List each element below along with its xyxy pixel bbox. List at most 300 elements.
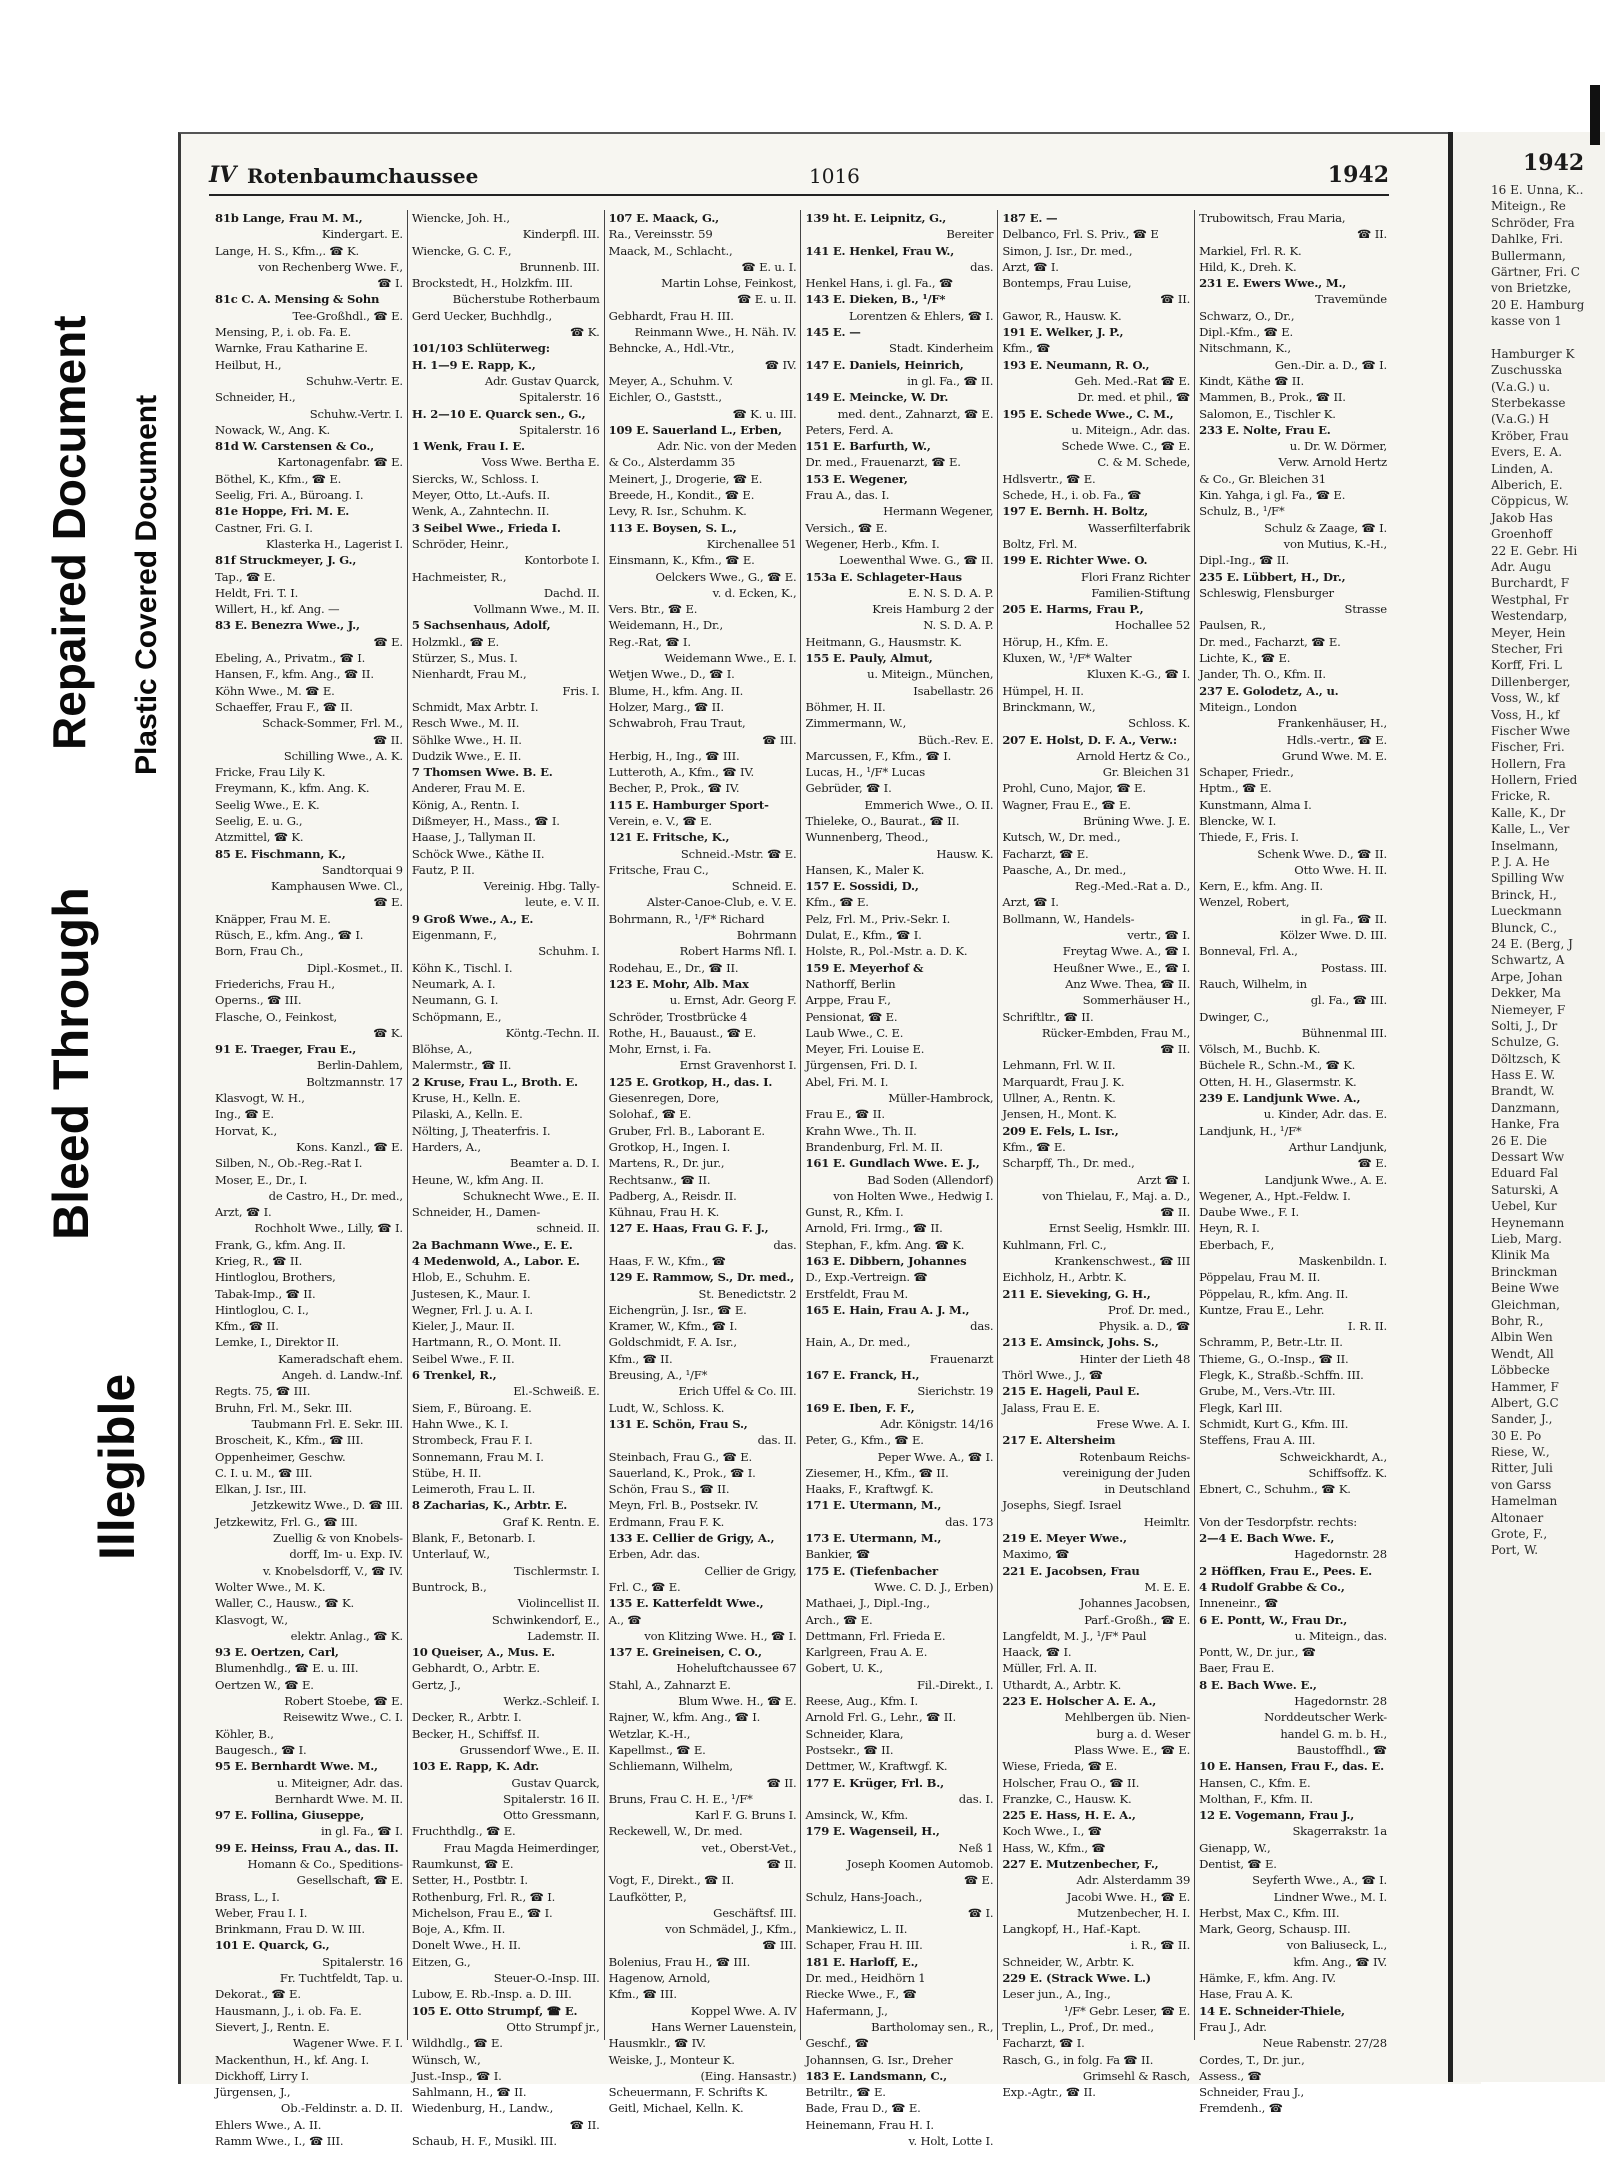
directory-entry: Mensing, P., i. ob. Fa. E. (215, 325, 351, 340)
directory-entry: ☎ I. (377, 276, 403, 291)
directory-entry: Flegk, Karl III. (1199, 1400, 1283, 1415)
directory-entry: Eichengrün, J. Isr., ☎ E. (608, 1302, 747, 1317)
directory-entry: 95 E. Bernhardt Wwe. M., (215, 1759, 378, 1774)
directory-entry: Ebnert, C., Schuhm., ☎ K. (1199, 1482, 1351, 1497)
directory-entry: 6 E. Pontt, W., Frau Dr., (1199, 1612, 1348, 1627)
directory-entry: Steinbach, Frau G., ☎ E. (608, 1449, 752, 1464)
directory-entry: Steuer-O.-Insp. III. (493, 1971, 600, 1986)
directory-entry: Tap., ☎ E. (215, 569, 276, 584)
directory-entry: das. I. (958, 1791, 994, 1806)
adjacent-page-entry: Döltzsch, K (1491, 1051, 1561, 1066)
directory-entry: Grussendorf Wwe., E. II. (459, 1742, 600, 1757)
directory-entry: Erstfeldt, Frau M. (805, 1286, 909, 1301)
directory-entry: Emmerich Wwe., O. II. (864, 797, 994, 812)
directory-entry: Stürzer, S., Mus. I. (411, 651, 518, 666)
directory-entry: El.-Schweiß. E. (513, 1384, 600, 1399)
directory-entry: 135 E. Katterfeldt Wwe., (608, 1596, 764, 1611)
adjacent-page-entry: Voss, H., kf (1491, 707, 1560, 722)
directory-entry: Beamter a. D. I. (510, 1156, 600, 1171)
directory-entry: 2a Bachmann Wwe., E. E. (411, 1237, 573, 1252)
directory-entry: Gawor, R., Hausw. K. (1002, 308, 1122, 323)
directory-entry: Wetzlar, K.-H., (608, 1726, 691, 1741)
directory-entry: Baustoffhdl., ☎ (1296, 1742, 1387, 1757)
directory-entry: Hahn Wwe., K. I. (411, 1416, 509, 1431)
directory-entry: 93 E. Oertzen, Carl, (215, 1645, 339, 1660)
directory-entry: Nathorff, Berlin (805, 976, 896, 991)
directory-entry: Schön, Frau S., ☎ II. (608, 1482, 730, 1497)
directory-entry: Grund Wwe. M. E. (1281, 748, 1387, 763)
directory-entry: Ra., Vereinsstr. 59 (608, 227, 713, 242)
directory-entry: Holscher, Frau O., ☎ II. (1002, 1775, 1140, 1790)
directory-entry: Schöck Wwe., Käthe II. (411, 846, 545, 861)
directory-entry: 5 Sachsenhaus, Adolf, (411, 618, 551, 633)
directory-entry: Stephan, F., kfm. Ang. ☎ K. (805, 1237, 965, 1252)
directory-entry: Mutzenbecher, H. I. (1077, 1905, 1191, 1920)
directory-entry: ☎ E. u. I. (741, 259, 797, 274)
directory-entry: Hansen, F., kfm. Ang., ☎ II. (215, 667, 374, 682)
directory-entry: Hlob, E., Schuhm. E. (411, 1270, 531, 1285)
directory-entry: Kruse, H., Kelln. E. (411, 1091, 521, 1106)
directory-entry: 221 E. Jacobsen, Frau (1002, 1563, 1140, 1578)
directory-entry: Malermstr., ☎ II. (411, 1058, 512, 1073)
directory-entry: Setter, H., Postbtr. I. (411, 1873, 528, 1888)
directory-entry: burg a. d. Weser (1096, 1726, 1191, 1741)
directory-entry: Freymann, K., kfm. Ang. K. (215, 781, 370, 796)
directory-entry: schneid. II. (536, 1221, 600, 1236)
directory-entry: 153 E. Wegener, (805, 471, 908, 486)
directory-entry: Dudzik Wwe., E. II. (411, 748, 522, 763)
directory-entry: Hansen, K., Maler K. (805, 862, 925, 877)
directory-entry: Schwarz, O., Dr., (1199, 308, 1295, 323)
directory-entry: Rüsch, E., kfm. Ang., ☎ I. (215, 928, 364, 943)
directory-entry: Stadt. Kinderheim (889, 341, 994, 356)
directory-entry: Ob.-Feldinstr. a. D. II. (280, 2101, 403, 2116)
adjacent-page-entry: Saturski, A (1491, 1182, 1559, 1197)
directory-entry: Rotenbaum Reichs- (1079, 1449, 1191, 1464)
directory-entry: Rothenburg, Frl. R., ☎ I. (411, 1889, 556, 1904)
directory-entry: Lutteroth, A., Kfm., ☎ IV. (608, 765, 754, 780)
directory-entry: 81d W. Carstensen & Co., (215, 439, 375, 454)
directory-entry: Dipl.-Ing., ☎ II. (1199, 553, 1289, 568)
adjacent-page-entry: P. J. A. He (1491, 855, 1550, 870)
directory-entry: Gruber, Frl. B., Laborant E. (608, 1123, 765, 1138)
directory-entry: Johannes Jacobsen, (1079, 1596, 1191, 1611)
directory-entry: Robert Harms Nfl. I. (679, 944, 797, 959)
directory-entry: Taubmann Frl. E. Sekr. III. (251, 1416, 403, 1431)
directory-entry: Schede, H., i. ob. Fa., ☎ (1002, 488, 1142, 503)
directory-entry: Kieler, J., Maur. II. (411, 1319, 515, 1334)
directory-entry: Seibel Wwe., F. II. (411, 1351, 515, 1366)
adjacent-page-entry: Spilling Ww (1491, 871, 1565, 886)
directory-entry: Schwabroh, Frau Traut, (608, 716, 746, 731)
directory-entry: Physik. a. D., ☎ (1098, 1319, 1191, 1334)
directory-entry: Knäpper, Frau M. E. (215, 911, 331, 926)
directory-entry: Resch Wwe., M. II. (411, 716, 520, 731)
page-number: 1016 (809, 164, 860, 188)
directory-entry: i. R., ☎ II. (1130, 1938, 1191, 1953)
directory-entry: Markiel, Frl. R. K. (1199, 243, 1302, 258)
directory-entry: Hptm., ☎ E. (1199, 781, 1272, 796)
directory-entry: Schweickhardt, A., (1279, 1449, 1387, 1464)
directory-entry: Fricke, Frau Lily K. (215, 765, 326, 780)
directory-entry: Schaper, Friedr., (1199, 765, 1294, 780)
directory-entry: ☎ II. (766, 1775, 797, 1790)
directory-entry: Schulz, B., ¹/F* (1199, 504, 1285, 519)
directory-entry: Franzke, C., Hausw. K. (1002, 1791, 1132, 1806)
directory-entry: Langfeldt, M. J., ¹/F* Paul (1002, 1628, 1147, 1643)
directory-entry: Hagedornstr. 28 (1294, 1694, 1387, 1709)
directory-entry: 4 Rudolf Grabbe & Co., (1199, 1579, 1345, 1594)
directory-entry: Heyn, R. I. (1199, 1221, 1260, 1236)
directory-entry: Wegener, Herb., Kfm. I. (805, 536, 940, 551)
directory-entry: Herbig, H., Ing., ☎ III. (608, 748, 740, 763)
directory-entry: 159 E. Meyerhof & (805, 960, 924, 975)
directory-entry: Nienhardt, Frau M., (411, 667, 527, 682)
directory-entry: Wwe. C. D. J., Erben) (874, 1579, 994, 1594)
adjacent-page-entry: Wendt, All (1491, 1346, 1554, 1361)
directory-entry: Ebeling, A., Privatm., ☎ I. (215, 651, 366, 666)
adjacent-page-entry: Hollern, Fra (1491, 756, 1566, 771)
directory-entry: Holzmkl., ☎ E. (411, 634, 499, 649)
directory-entry: Moser, E., Dr., I. (215, 1172, 308, 1187)
directory-entry: Frau J., Adr. (1199, 2019, 1267, 2034)
adjacent-page-entry: von Garss (1491, 1477, 1552, 1492)
directory-entry: Dettmer, W., Kraftwgf. K. (805, 1759, 948, 1774)
directory-entry: 223 E. Holscher A. E. A., (1002, 1694, 1157, 1709)
directory-entry: 109 E. Sauerland L., Erben, (608, 422, 782, 437)
directory-entry: Anz Wwe. Thea, ☎ II. (1065, 976, 1191, 991)
directory-entry: Anderer, Frau M. E. (411, 781, 526, 796)
directory-entry: Miteign., London (1199, 699, 1297, 714)
adjacent-page (1448, 132, 1605, 2082)
adjacent-page-entry: Brandt, W. (1491, 1084, 1555, 1099)
directory-entry: Heimltr. (1143, 1514, 1191, 1529)
directory-entry: Ernst Seelig, Hsmklr. III. (1048, 1221, 1191, 1236)
adjacent-page-entry: Schwartz, A (1491, 953, 1565, 968)
directory-entry: 183 E. Landsmann, C., (805, 2068, 947, 2083)
directory-entry: Kunstmann, Alma I. (1199, 797, 1312, 812)
directory-entry: Castner, Fri. G. I. (215, 520, 313, 535)
directory-entry: Erben, Adr. das. (608, 1547, 700, 1562)
directory-entry: Bereiter (946, 227, 994, 242)
directory-entry: Mehlbergen üb. Nien- (1064, 1710, 1191, 1725)
directory-entry: Bade, Frau D., ☎ E. (805, 2101, 921, 2116)
directory-entry: Plass Wwe. E., ☎ E. (1074, 1742, 1191, 1757)
directory-entry: I. R. II. (1347, 1319, 1387, 1334)
directory-entry: Köhn Wwe., M. ☎ E. (215, 683, 335, 698)
directory-entry: E. N. S. D. A. P. (908, 585, 994, 600)
directory-entry: Otto Gressmann, (503, 1808, 600, 1823)
directory-entry: 103 E. Rapp, K. Adr. (411, 1759, 540, 1774)
adjacent-page-entry: 30 E. Po (1491, 1428, 1542, 1443)
directory-entry: Dwinger, C., (1199, 1009, 1269, 1024)
directory-entry: 173 E. Utermann, M., (805, 1531, 942, 1546)
directory-entry: Gebhardt, O., Arbtr. E. (411, 1661, 540, 1676)
directory-entry: 181 E. Harloff, E., (805, 1954, 919, 1969)
directory-entry: Loewenthal Wwe. G., ☎ II. (839, 553, 994, 568)
directory-entry: vereinigung der Juden (1062, 1465, 1191, 1480)
directory-entry: Marquardt, Frau J. K. (1002, 1074, 1125, 1089)
directory-entry: med. dent., Zahnarzt, ☎ E. (837, 406, 994, 421)
directory-entry: Abel, Fri. M. I. (805, 1074, 889, 1089)
directory-entry: Weidemann, H., Dr., (608, 618, 723, 633)
directory-entry: Prohl, Cuno, Major, ☎ E. (1002, 781, 1146, 796)
directory-entry: Silben, N., Ob.-Reg.-Rat I. (215, 1156, 363, 1171)
directory-entry: 237 E. Golodetz, A., u. (1199, 683, 1339, 698)
directory-entry: Breede, H., Kondit., ☎ E. (608, 488, 755, 503)
directory-entry: Geh. Med.-Rat ☎ E. (1074, 373, 1191, 388)
directory-entry: Schaub, H. F., Musikl. III. (411, 2134, 557, 2149)
directory-entry: Bad Soden (Allendorf) (867, 1172, 994, 1187)
directory-entry: Postass. III. (1321, 960, 1387, 975)
directory-entry: Vereinig. Hbg. Tally- (483, 879, 600, 894)
directory-entry: 91 E. Traeger, Frau E., (215, 1042, 357, 1057)
adjacent-page-entry: Kalle, K., Dr (1491, 805, 1566, 820)
directory-entry: Gustav Quarck, (511, 1775, 600, 1790)
directory-entry: 81b Lange, Frau M. M., (215, 211, 363, 225)
directory-entry: Schneider, Frau J., (1199, 2085, 1304, 2100)
directory-entry: Pilaski, A., Kelln. E. (411, 1107, 523, 1122)
directory-entry: Pelz, Frl. M., Priv.-Sekr. I. (805, 911, 951, 926)
directory-entry: Schmidt, Max Arbtr. I. (411, 699, 539, 714)
directory-entry: Rodehau, E., Dr., ☎ II. (608, 960, 739, 975)
directory-entry: Kinderpfl. III. (522, 227, 600, 242)
directory-entry: M. E. E. (1144, 1579, 1191, 1594)
directory-entry: Gebrüder, ☎ I. (805, 781, 892, 796)
directory-entry: Landjunk Wwe., A. E. (1264, 1172, 1387, 1187)
directory-entry: Kuhlmann, Frl. C., (1002, 1237, 1107, 1252)
adjacent-page-entry: 20 E. Hamburg (1491, 297, 1585, 312)
directory-entry: 105 E. Otto Strumpf, ☎ E. (411, 2003, 578, 2018)
directory-entry: Solohaf., ☎ E. (608, 1107, 692, 1122)
adjacent-page-entry: Dekker, Ma (1491, 986, 1561, 1001)
directory-entry: 207 E. Holst, D. F. A., Verw.: (1002, 732, 1178, 747)
directory-entry: Haack, ☎ I. (1002, 1645, 1072, 1660)
directory-entry: Stahl, A., Zahnarzt E. (608, 1677, 731, 1692)
directory-entry: ☎ E. (1357, 1156, 1387, 1171)
directory-entry: 233 E. Nolte, Frau E. (1199, 422, 1331, 437)
adjacent-page-entry: Albert, G.C (1491, 1395, 1559, 1410)
directory-entry: Schwinkendorf, E., (491, 1612, 600, 1627)
directory-entry: Reckewell, W., Dr. med. (608, 1824, 743, 1839)
directory-entry: Kühnau, Frau H. K. (608, 1205, 720, 1220)
directory-entry: 141 E. Henkel, Frau W., (805, 243, 955, 258)
directory-entry: 213 E. Amsinck, Johs. S., (1002, 1335, 1159, 1350)
scanned-page (178, 132, 1481, 2149)
directory-entry: Schulz & Zaage, ☎ I. (1264, 520, 1387, 535)
directory-entry: Laufkötter, P., (608, 1889, 687, 1904)
directory-entry: ☎ II. (1160, 1042, 1191, 1057)
adjacent-page-entry: Miteign., Re (1491, 199, 1566, 214)
directory-entry: Hase, Frau A. K. (1199, 1987, 1293, 2002)
adjacent-page-entry: Hammer, F (1491, 1379, 1559, 1394)
directory-entry: Operns., ☎ III. (215, 993, 302, 1008)
directory-entry: Arppe, Frau F., (805, 993, 891, 1008)
directory-entry: Hintloglou, C. I., (215, 1302, 309, 1317)
directory-entry: Scheuermann, F. Schrifts K. (608, 2085, 768, 2100)
directory-entry: Hümpel, H. II. (1002, 683, 1084, 698)
directory-entry: das. 173 (945, 1514, 994, 1529)
directory-entry: Kfm., ☎ II. (215, 1319, 279, 1334)
directory-entry: 6 Trenkel, R., (411, 1368, 497, 1383)
directory-entry: 2 Kruse, Frau L., Broth. E. (411, 1074, 578, 1089)
directory-entry: Hild, K., Dreh. K. (1199, 259, 1297, 274)
directory-entry: Reese, Aug., Kfm. I. (805, 1694, 919, 1709)
directory-entry: Blöhse, A., (411, 1042, 473, 1057)
directory-entry: Gesellschaft, ☎ E. (296, 1873, 403, 1888)
directory-entry: von Klitzing Wwe. H., ☎ I. (644, 1628, 797, 1643)
directory-entry: Gienapp, W., (1199, 1840, 1271, 1855)
directory-entry: ☎ E. (373, 895, 403, 910)
adjacent-page-entry: (V.a.G.) u. (1491, 379, 1551, 394)
directory-entry: 85 E. Fischmann, K., (215, 846, 346, 861)
directory-entry: ☎ II. (1160, 292, 1191, 307)
directory-entry: 217 E. Altersheim (1002, 1433, 1116, 1448)
directory-entry: Berlin-Dahlem, (316, 1058, 403, 1073)
directory-entry: Kartonagenfabr. ☎ E. (277, 455, 403, 470)
directory-entry: ☎ II. (1160, 1205, 1191, 1220)
adjacent-page-entry: 16 E. Unna, K.. (1491, 183, 1584, 197)
directory-entry: N. S. D. A. P. (923, 618, 994, 633)
directory-entry: Michelson, Frau E., ☎ I. (411, 1905, 553, 1920)
directory-entry: 81c C. A. Mensing & Sohn (215, 292, 380, 307)
directory-entry: Haaks, F., Kraftwgf. K. (805, 1482, 934, 1497)
directory-entry: Schuhw.-Vertr. I. (309, 406, 403, 421)
directory-entry: Mackenthun, H., kf. Ang. I. (215, 2052, 369, 2067)
directory-entry: Isabellastr. 26 (913, 683, 994, 698)
adjacent-page-entry: Albin Wen (1491, 1330, 1553, 1345)
adjacent-page-lines (1453, 182, 1605, 1559)
directory-entry: Cordes, T., Dr. jur., (1199, 2052, 1305, 2067)
directory-entry: ☎ II. (372, 732, 403, 747)
directory-entry: Born, Frau Ch., (215, 944, 304, 959)
directory-entry: Schuhm. I. (538, 944, 600, 959)
directory-entry: Otten, H. H., Glasermstr. K. (1199, 1074, 1357, 1089)
directory-entry: 231 E. Ewers Wwe., M., (1199, 276, 1347, 291)
directory-entry: Arnold Frl. G., Lehr., ☎ II. (805, 1710, 956, 1725)
directory-column (801, 210, 998, 2149)
directory-entry: Flegk, K., Straßb.-Schffn. III. (1199, 1368, 1364, 1383)
directory-entry: Gr. Bleichen 31 (1102, 765, 1191, 780)
directory-entry: das. (970, 1319, 994, 1334)
adjacent-page-entry: Westphal, Fr (1491, 592, 1569, 607)
directory-entry: Cellier de Grigy, (704, 1563, 797, 1578)
directory-entry: Lichte, K., ☎ E. (1199, 651, 1291, 666)
directory-entry: 4 Medenwold, A., Labor. E. (411, 1254, 580, 1268)
directory-entry: Willert, H., kf. Ang. — (215, 602, 340, 617)
directory-entry: Warnke, Frau Katharine E. (215, 341, 368, 356)
directory-entry: Jensen, H., Mont. K. (1002, 1107, 1117, 1122)
directory-entry: A., ☎ (608, 1612, 642, 1627)
directory-entry: Blank, F., Betonarb. I. (411, 1531, 536, 1546)
directory-entry: Seelig Wwe., E. K. (215, 797, 320, 812)
directory-entry: Pontt, W., Dr. jur., ☎ (1199, 1645, 1316, 1660)
directory-entry: Jetzkewitz, Frl. G., ☎ III. (215, 1514, 358, 1529)
directory-entry: Hain, A., Dr. med., (805, 1335, 911, 1350)
adjacent-page-entry: Grote, F., (1491, 1527, 1548, 1542)
directory-entry: Kin. Yahga, i gl. Fa., ☎ E. (1199, 488, 1346, 503)
street-name: Rotenbaumchaussee (247, 164, 479, 188)
adjacent-page-entry: Sterbekasse (1491, 396, 1566, 411)
directory-entry: 1 Wenk, Frau I. E. (411, 439, 525, 454)
directory-entry: ☎ II. (1356, 227, 1387, 242)
adjacent-page-entry: Sander, J., (1491, 1412, 1553, 1427)
directory-entry: Neue Rabenstr. 27/28 (1262, 2036, 1387, 2051)
directory-entry: Bartholomay sen., R., (871, 2019, 994, 2034)
directory-entry: Scharpff, Th., Dr. med., (1002, 1156, 1135, 1171)
directory-entry: Meyer, Otto, Lt.-Aufs. II. (411, 488, 550, 503)
directory-entry: Rothe, H., Bauaust., ☎ E. (608, 1025, 757, 1040)
directory-entry: Spitalerstr. 16 (322, 1954, 403, 1969)
directory-entry: Heußner Wwe., E., ☎ I. (1053, 960, 1191, 975)
directory-entry: Köhler, B., (215, 1726, 274, 1741)
directory-entry: Gertz, J., (411, 1677, 461, 1692)
directory-entry: Ziesemer, H., Kfm., ☎ II. (805, 1465, 949, 1480)
directory-entry: Herbst, Max C., Kfm. III. (1199, 1905, 1340, 1920)
adjacent-page-entry: Dessart Ww (1491, 1150, 1565, 1165)
directory-entry: 155 E. Pauly, Almut, (805, 651, 933, 666)
directory-entry: Facharzt, ☎ I. (1002, 2036, 1085, 2051)
directory-entry: 193 E. Neumann, R. O., (1002, 357, 1150, 372)
directory-entry: Flasche, O., Feinkost, (215, 1009, 338, 1024)
directory-entry: Heitmann, G., Hausmstr. K. (805, 634, 962, 649)
directory-entry: Wagner, Frau E., ☎ E. (1002, 797, 1131, 812)
directory-entry: 8 Zacharias, K., Arbtr. E. (411, 1498, 568, 1513)
repaired-document-label: Repaired Document (43, 315, 95, 750)
directory-entry: Spitalerstr. 16 II. (503, 1791, 600, 1806)
directory-entry: Eichholz, H., Arbtr. K. (1002, 1270, 1127, 1285)
directory-entry: Wunnenberg, Theod., (805, 830, 929, 845)
directory-entry: Schneider, H., (215, 390, 296, 405)
directory-entry: Erdmann, Frau F. K. (608, 1514, 725, 1529)
directory-entry: Rajner, W., kfm. Ang., ☎ I. (608, 1710, 761, 1725)
directory-entry: Boltzmannstr. 17 (306, 1074, 403, 1089)
directory-entry: Meinert, J., Drogerie, ☎ E. (608, 471, 763, 486)
adjacent-page-entry: Eduard Fal (1491, 1166, 1559, 1181)
directory-entry: Lubow, E. Rb.-Insp. a. D. III. (411, 1987, 572, 2002)
directory-entry: Bruns, Frau C. H. E., ¹/F* (608, 1791, 753, 1806)
adjacent-page-entry: Adr. Augu (1491, 559, 1552, 574)
directory-entry: ☎ E. (963, 1873, 994, 1888)
directory-column (408, 210, 605, 2149)
adjacent-page-entry: Fischer, Fri. (1491, 740, 1565, 755)
directory-entry: Josephs, Siegf. Israel (1002, 1498, 1122, 1513)
directory-entry: Wetjen Wwe., D., ☎ I. (608, 667, 735, 682)
directory-entry: Sonnemann, Frau M. I. (411, 1449, 544, 1464)
directory-entry: Kfm., ☎ III. (608, 1987, 677, 2002)
directory-entry: u. Miteigner, Adr. das. (276, 1775, 403, 1790)
directory-column (211, 210, 408, 2149)
directory-entry: Breusing, A., ¹/F* (608, 1368, 708, 1383)
directory-entry: Lorentzen & Ehlers, ☎ I. (849, 308, 994, 323)
directory-entry: de Castro, H., Dr. med., (268, 1188, 403, 1203)
adjacent-page-entry: Uebel, Kur (1491, 1199, 1557, 1214)
adjacent-page-entry: Groenhoff (1491, 527, 1552, 542)
directory-entry: Dettmann, Frl. Frieda E. (805, 1628, 946, 1643)
directory-entry: Lemke, I., Direktor II. (215, 1335, 339, 1350)
directory-entry: Gobert, U. K., (805, 1661, 883, 1676)
directory-entry: Wiencke, G. C. F., (411, 243, 512, 258)
directory-entry: Mathaei, J., Dipl.-Ing., (805, 1596, 930, 1611)
directory-entry: Oertzen W., ☎ E. (215, 1677, 314, 1692)
directory-entry: Dipl.-Kfm., ☎ E. (1199, 325, 1293, 340)
directory-entry: von Mutius, K.-H., (1283, 536, 1387, 551)
adjacent-page-entry: Danzmann, (1491, 1100, 1560, 1115)
directory-entry: 219 E. Meyer Wwe., (1002, 1531, 1127, 1546)
directory-entry: Müller, Frl. A. II. (1002, 1661, 1098, 1676)
adjacent-page-entry: Zuschusska (1491, 363, 1563, 378)
directory-entry: ☎ K. (373, 1025, 403, 1040)
